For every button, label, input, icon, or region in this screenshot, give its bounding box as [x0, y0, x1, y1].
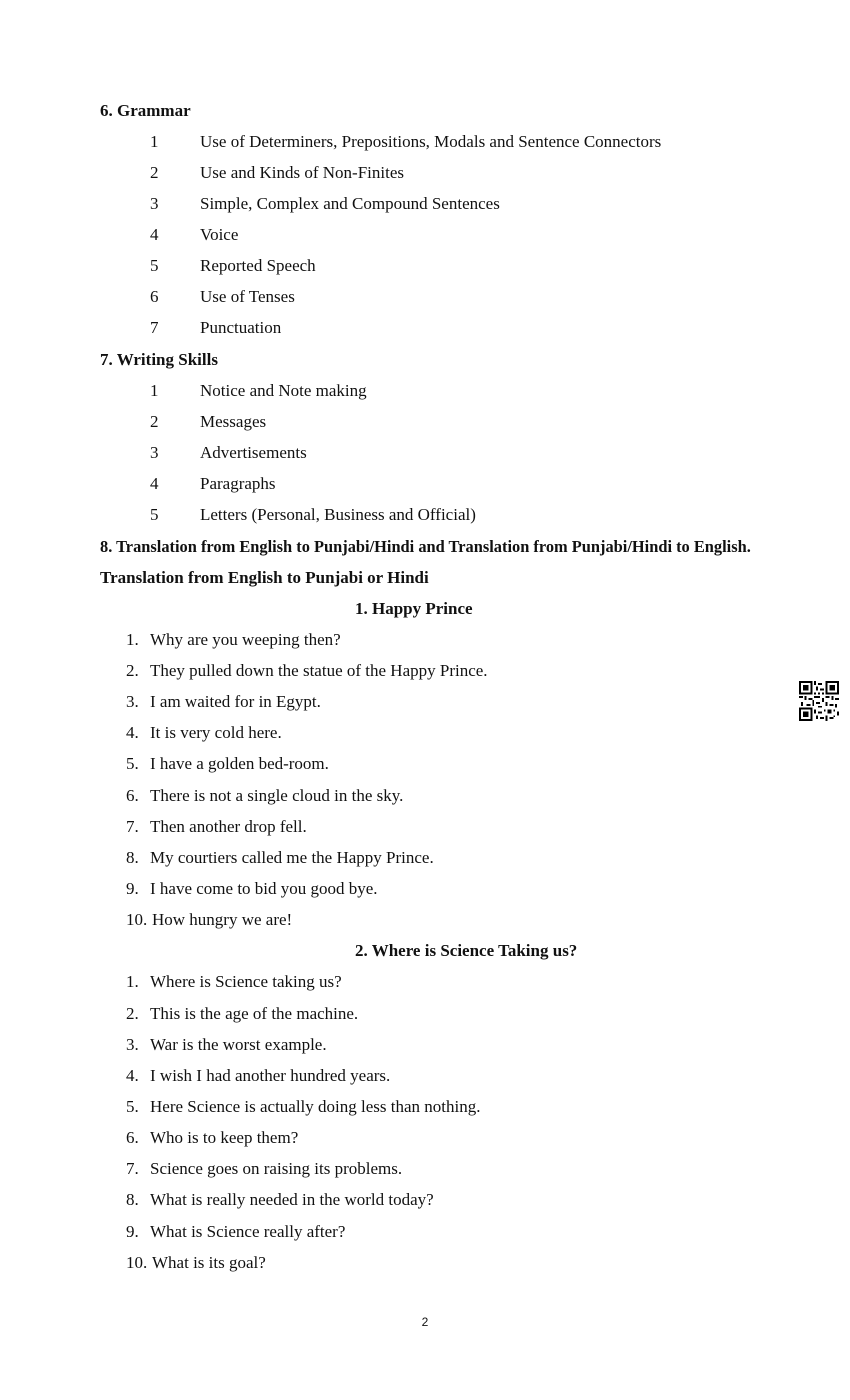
grammar-item-number: 5 [150, 256, 159, 275]
science-item-text: What is its goal? [152, 1253, 266, 1272]
happy-prince-item-number: 3. [126, 692, 139, 711]
science-item-number: 7. [126, 1159, 139, 1178]
science-item-text: Where is Science taking us? [150, 972, 342, 991]
grammar-item-text: Use of Determiners, Prepositions, Modals and Sentence Connectors [200, 132, 662, 151]
happy-prince-item-text: There is not a single cloud in the sky. [150, 786, 404, 805]
writing-item-number: 3 [150, 443, 159, 462]
section-heading-writing-skills: 7. Writing Skills [100, 350, 218, 369]
happy-prince-item-text: Why are you weeping then? [150, 630, 341, 649]
science-item-text: I wish I had another hundred years. [150, 1066, 391, 1085]
grammar-item-number: 3 [150, 194, 159, 213]
happy-prince-item-text: I am waited for in Egypt. [150, 692, 321, 711]
happy-prince-item-number: 7. [126, 817, 139, 836]
happy-prince-item-text: They pulled down the statue of the Happy Prince. [150, 661, 488, 680]
writing-item-text: Paragraphs [200, 474, 276, 493]
happy-prince-item-number: 2. [126, 661, 139, 680]
science-item-number: 10. [126, 1253, 148, 1272]
happy-prince-item-number: 1. [126, 630, 139, 649]
happy-prince-item-text: I have a golden bed-room. [150, 754, 329, 773]
science-item-text: What is Science really after? [150, 1222, 346, 1241]
science-item-text: What is really needed in the world today? [150, 1190, 434, 1209]
grammar-item-text: Punctuation [200, 318, 282, 337]
writing-item-number: 4 [150, 474, 159, 493]
science-item-number: 3. [126, 1035, 139, 1054]
grammar-item-number: 4 [150, 225, 159, 244]
writing-item-text: Advertisements [200, 443, 307, 462]
happy-prince-item-number: 9. [126, 879, 139, 898]
grammar-item-text: Use of Tenses [200, 287, 295, 306]
grammar-item-number: 2 [150, 163, 159, 182]
grammar-item-number: 6 [150, 287, 159, 306]
translation-subheading: Translation from English to Punjabi or Hindi [100, 568, 429, 587]
science-item-text: This is the age of the machine. [150, 1004, 359, 1023]
science-item-number: 5. [126, 1097, 139, 1116]
happy-prince-item-number: 10. [126, 910, 148, 929]
happy-prince-item-text: How hungry we are! [152, 910, 293, 929]
qr-code-icon [799, 681, 839, 721]
science-item-number: 2. [126, 1004, 139, 1023]
happy-prince-item-number: 4. [126, 723, 139, 742]
science-item-number: 1. [126, 972, 139, 991]
science-item-number: 8. [126, 1190, 139, 1209]
science-item-number: 9. [126, 1222, 139, 1241]
science-item-number: 4. [126, 1066, 139, 1085]
science-item-text: Science goes on raising its problems. [150, 1159, 403, 1178]
section-heading-grammar: 6. Grammar [100, 101, 191, 120]
section-heading-translation: 8. Translation from English to Punjabi/Hindi and Translation from Punjabi/Hindi to English. [100, 537, 751, 556]
writing-item-number: 2 [150, 412, 159, 431]
happy-prince-item-number: 8. [126, 848, 139, 867]
grammar-item-text: Simple, Complex and Compound Sentences [200, 194, 500, 213]
happy-prince-item-text: It is very cold here. [150, 723, 282, 742]
happy-prince-title: 1. Happy Prince [355, 599, 473, 618]
writing-item-number: 1 [150, 381, 159, 400]
grammar-item-number: 7 [150, 318, 159, 337]
happy-prince-item-text: Then another drop fell. [150, 817, 307, 836]
page-number: 2 [421, 1315, 429, 1329]
grammar-item-text: Voice [200, 225, 239, 244]
happy-prince-item-number: 6. [126, 786, 139, 805]
science-title: 2. Where is Science Taking us? [355, 941, 578, 960]
grammar-item-text: Use and Kinds of Non-Finites [200, 163, 404, 182]
writing-item-text: Messages [200, 412, 267, 431]
science-item-number: 6. [126, 1128, 139, 1147]
science-item-text: Who is to keep them? [150, 1128, 299, 1147]
science-item-text: Here Science is actually doing less than nothing. [150, 1097, 481, 1116]
grammar-item-text: Reported Speech [200, 256, 316, 275]
happy-prince-item-text: I have come to bid you good bye. [150, 879, 378, 898]
writing-item-number: 5 [150, 505, 159, 524]
grammar-item-number: 1 [150, 132, 159, 151]
science-item-text: War is the worst example. [150, 1035, 327, 1054]
happy-prince-item-number: 5. [126, 754, 139, 773]
writing-item-text: Letters (Personal, Business and Official) [200, 505, 476, 524]
writing-item-text: Notice and Note making [200, 381, 367, 400]
happy-prince-item-text: My courtiers called me the Happy Prince. [150, 848, 434, 867]
